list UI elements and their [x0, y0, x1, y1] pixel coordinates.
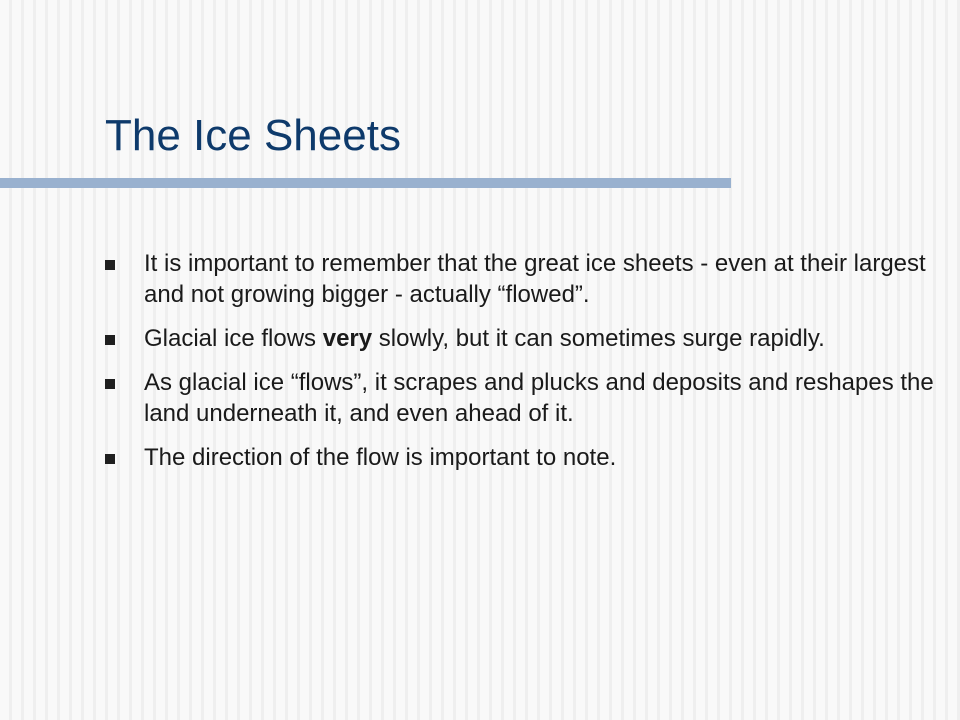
slide-title: The Ice Sheets [105, 111, 401, 160]
bullet-item-flowed [105, 248, 935, 310]
square-bullet-icon [105, 379, 115, 389]
bullet-text [144, 250, 926, 308]
bullet-text-segment: It is important to remember that the great ice sheets - even at their largest and not growing bigger - actually “flowed”. [144, 250, 926, 308]
title-underline-rule [0, 178, 731, 188]
bullet-item-direction-of-flow [105, 442, 935, 473]
square-bullet-icon [105, 335, 115, 345]
bullet-text-segment: slowly, but it can sometimes surge rapidly. [372, 325, 825, 352]
bullet-text [144, 444, 616, 471]
bullet-text-segment: Glacial ice flows [144, 325, 323, 352]
bullet-item-scrapes-and-plucks [105, 367, 935, 429]
square-bullet-icon [105, 454, 115, 464]
bullet-item-glacial-ice-flows [105, 323, 935, 354]
bullet-list [105, 248, 935, 486]
bullet-text [144, 369, 934, 427]
bullet-emphasis-very: very [322, 325, 373, 352]
bullet-text [144, 325, 825, 352]
bullet-text-segment: The direction of the flow is important to note. [144, 444, 617, 471]
bullet-text-segment: As glacial ice “flows”, it scrapes and plucks and deposits and reshapes the land underneath it, and even ahead of it. [144, 369, 934, 427]
square-bullet-icon [105, 260, 115, 270]
